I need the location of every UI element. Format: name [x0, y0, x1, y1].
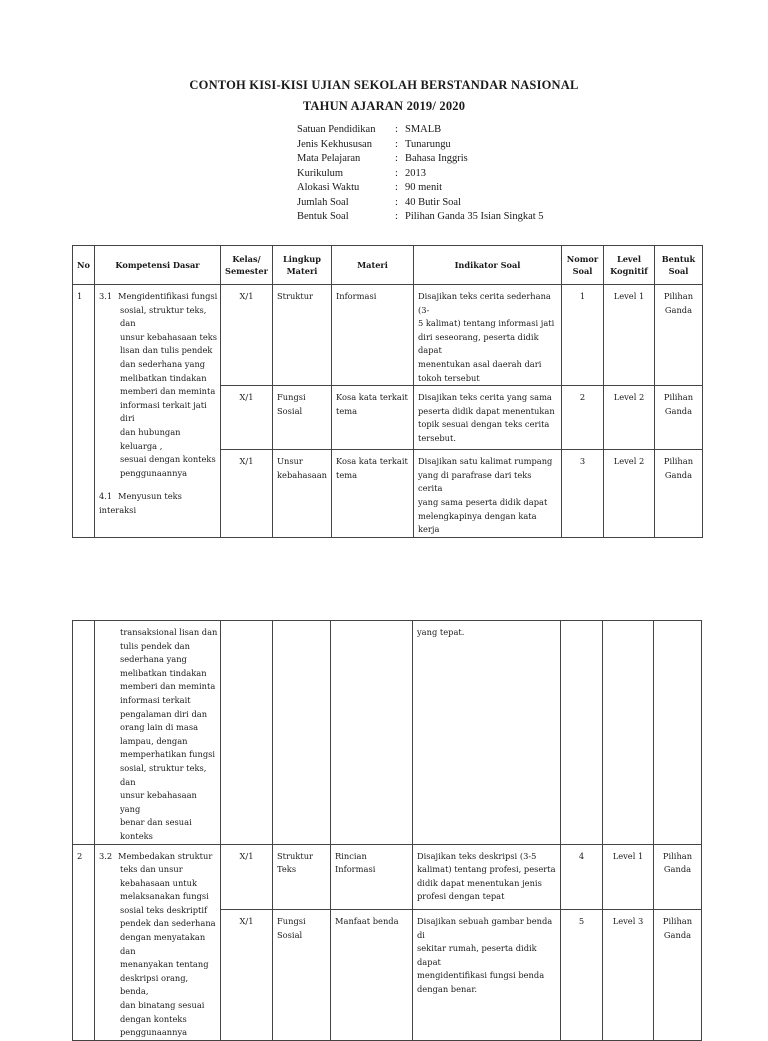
kd-line: memberi dan meminta	[120, 386, 216, 397]
header-line: Soal	[572, 266, 593, 276]
cell-bentuk	[654, 450, 702, 538]
cell-line: Disajikan teks cerita yang sama	[417, 392, 552, 403]
table-row	[73, 621, 702, 845]
cell-bentuk	[654, 621, 702, 845]
cell-line: Kosa kata terkait	[335, 392, 408, 403]
kd-line: melibatkan tindakan	[120, 372, 207, 383]
cell-lingkup	[273, 844, 331, 909]
cell-level: Level 1	[603, 285, 654, 386]
meta-label: Bentuk Soal	[297, 211, 349, 222]
cell-line: menentukan asal daerah dari	[417, 358, 542, 369]
table-row	[73, 285, 703, 386]
kd-line: dan hubungan keluarga ,	[120, 426, 181, 451]
cell-line: dengan benar.	[417, 983, 478, 994]
meta-value: Tunarungu	[405, 138, 451, 150]
cell-line: Ganda	[664, 304, 693, 315]
kd-number: 4.1	[99, 491, 113, 502]
cell-line: Unsur	[277, 456, 303, 467]
meta-value: Pilihan Ganda 35 Isian Singkat 5	[405, 211, 544, 222]
header-line: Soal	[668, 266, 689, 276]
meta-row	[297, 152, 544, 167]
cell-lingkup	[273, 621, 331, 845]
kd-line: transaksional lisan dan	[120, 627, 218, 637]
meta-value: 40 Butir Soal	[405, 196, 462, 208]
meta-row	[297, 138, 544, 153]
meta-row	[297, 123, 544, 138]
header-nomor	[561, 246, 603, 285]
kd-line: sederhana yang	[120, 654, 187, 665]
header-line: Semester	[225, 266, 268, 276]
meta-colon: :	[395, 138, 398, 150]
kd-line: dan binatang sesuai	[120, 1000, 205, 1011]
cell-line: Disajikan satu kalimat rumpang	[417, 456, 553, 467]
kd-line: unsur kebahasaan yang	[120, 790, 197, 814]
cell-line: 5 kalimat) tentang informasi jati	[417, 318, 555, 329]
kd-line: sosial, struktur teks, dan	[120, 304, 207, 329]
cell-nomor	[561, 621, 603, 845]
cell-indikator	[413, 285, 561, 386]
meta-row	[297, 181, 544, 196]
kd-line: melibatkan tindakan	[120, 667, 207, 678]
cell-line: Struktur	[277, 291, 313, 301]
cell-line: Informasi	[335, 864, 376, 875]
cell-line: Informasi	[335, 291, 377, 301]
document-title: CONTOH KISI-KISI UJIAN SEKOLAH BERSTANDAR NASIONAL	[189, 78, 579, 92]
cell-kelas: X/1	[221, 844, 273, 909]
cell-materi	[331, 909, 413, 1040]
meta-value: Bahasa Inggris	[405, 153, 468, 164]
meta-label: Satuan Pendidikan	[297, 124, 376, 135]
kd-text	[99, 850, 218, 1040]
cell-line: Pilihan	[662, 915, 693, 926]
kisi-kisi-table	[72, 245, 703, 538]
kd-line: menanyakan tentang	[120, 959, 209, 970]
cell-line: Struktur	[277, 850, 313, 861]
meta-label: Mata Pelajaran	[297, 153, 361, 164]
kd-line: sesuai dengan konteks	[120, 454, 216, 465]
kd-line: lisan dan tulis pendek	[120, 345, 213, 356]
cell-line: kalimat) tentang profesi, peserta	[417, 864, 556, 875]
cell-indikator	[413, 450, 561, 538]
header-no: No	[73, 246, 95, 285]
cell-line: Disajikan teks deskripsi (3-5	[417, 850, 537, 861]
cell-bentuk	[654, 285, 702, 386]
cell-line: sekitar rumah, peserta didik dapat	[417, 943, 537, 967]
kd-line	[99, 290, 218, 304]
cell-lingkup	[273, 450, 332, 538]
cell-line: tersebut.	[417, 432, 456, 443]
meta-info	[297, 123, 544, 225]
cell-line: Kosa kata terkait	[335, 456, 408, 467]
cell-bentuk	[654, 386, 702, 450]
cell-line: Disajikan sebuah gambar benda di	[417, 915, 553, 940]
cell-indikator	[413, 844, 561, 909]
header-line: Materi	[286, 266, 318, 276]
kd-line: kebahasaan untuk	[120, 877, 198, 888]
cell-line: Ganda	[664, 405, 693, 416]
cell-indikator	[413, 909, 561, 1040]
cell-line: topik sesuai dengan teks cerita	[417, 419, 550, 430]
cell-kompetensi-dasar	[95, 844, 221, 1040]
cell-line: Ganda	[663, 929, 692, 940]
kd-line: memperhatikan fungsi	[120, 749, 216, 760]
cell-line: Rincian	[335, 850, 367, 861]
kd-line: deskripsi orang, benda,	[120, 972, 189, 997]
cell-line: Ganda	[663, 864, 692, 875]
cell-materi	[331, 450, 413, 538]
header-indikator: Indikator Soal	[413, 246, 561, 285]
meta-value: 90 menit	[405, 182, 443, 193]
cell-line: Ganda	[664, 469, 693, 480]
cell-bentuk	[654, 844, 702, 909]
cell-indikator	[413, 621, 561, 845]
kisi-kisi-table-continued	[72, 620, 702, 1041]
kd-line: informasi terkait	[120, 694, 191, 705]
meta-row	[297, 210, 544, 225]
kd-text	[99, 626, 218, 844]
header-line: Level	[616, 254, 641, 264]
cell-level: Level 1	[603, 844, 654, 909]
cell-level: Level 2	[603, 450, 654, 538]
cell-line: profesi dengan tepat	[417, 891, 505, 902]
cell-line: Pilihan	[663, 456, 694, 467]
meta-colon: :	[395, 196, 398, 208]
header-kompetensi-dasar: Kompetensi Dasar	[95, 246, 221, 285]
meta-value: SMALB	[405, 124, 442, 135]
cell-no: 1	[73, 285, 95, 538]
cell-bentuk	[654, 909, 702, 1040]
kd-line-text: Mengidentifikasi fungsi	[118, 291, 218, 301]
cell-line: Sosial	[277, 929, 303, 940]
cell-line: Disajikan teks cerita sederhana (3-	[417, 291, 551, 315]
cell-materi	[331, 285, 413, 386]
header-lingkup	[273, 246, 332, 285]
header-materi: Materi	[331, 246, 413, 285]
kd-line: konteks	[120, 830, 153, 841]
cell-line: Fungsi	[277, 915, 306, 926]
cell-kompetensi-dasar	[95, 285, 221, 538]
kd-line: informasi terkait jati diri	[120, 399, 207, 424]
cell-line: tema	[335, 405, 358, 416]
meta-row	[297, 196, 544, 211]
cell-line: yang sama peserta didik dapat	[417, 496, 548, 507]
kd-line: dan sederhana yang	[120, 358, 206, 369]
cell-nomor: 3	[561, 450, 603, 538]
kd-line	[99, 490, 218, 517]
kd-line: penggunaannya	[120, 467, 188, 478]
header-kelas	[221, 246, 273, 285]
cell-kelas: X/1	[221, 450, 273, 538]
kd-text	[99, 290, 218, 518]
kd-line: benar dan sesuai	[120, 817, 192, 828]
cell-no: 2	[73, 844, 95, 1040]
cell-nomor: 5	[561, 909, 603, 1040]
cell-materi	[331, 621, 413, 845]
spacer	[120, 480, 218, 490]
header-bentuk	[654, 246, 702, 285]
kd-line: memberi dan meminta	[120, 681, 216, 692]
cell-line: melengkapinya dengan kata kerja	[417, 510, 537, 535]
cell-line: Pilihan	[663, 392, 694, 403]
kd-number: 3.2	[99, 850, 113, 861]
kd-line: dengan konteks	[120, 1013, 187, 1024]
cell-level: Level 3	[603, 909, 654, 1040]
cell-line: kebahasaan	[277, 469, 327, 480]
kd-line: melaksanakan fungsi	[120, 891, 209, 902]
header-row	[73, 246, 703, 285]
table-row	[73, 844, 702, 909]
kd-line: penggunaannya	[120, 1027, 188, 1038]
document-subtitle: TAHUN AJARAN 2019/ 2020	[302, 99, 466, 113]
cell-lingkup	[273, 386, 332, 450]
kd-line: sosial, struktur teks, dan	[120, 762, 207, 787]
cell-line: yang tepat.	[417, 627, 465, 637]
cell-line: Fungsi	[277, 392, 306, 403]
cell-line: peserta didik dapat menentukan	[417, 405, 555, 416]
meta-value: 2013	[405, 167, 426, 179]
kd-line: teks dan unsur	[120, 864, 183, 875]
cell-line: didik dapat menentukan jenis	[417, 877, 542, 888]
cell-line: Teks	[277, 864, 297, 875]
meta-label: Jenis Kekhususan	[297, 138, 372, 150]
cell-line: Pilihan	[663, 291, 694, 301]
cell-kelas: X/1	[221, 386, 273, 450]
cell-line: yang di parafrase dari teks cerita	[417, 469, 532, 494]
kd-line: pengalaman diri dan	[120, 708, 208, 719]
cell-nomor: 4	[561, 844, 603, 909]
meta-colon: :	[395, 182, 398, 193]
kd-line-text: Membedakan struktur	[118, 850, 213, 861]
cell-line: tema	[335, 469, 358, 480]
cell-line: mengidentifikasi fungsi benda	[417, 970, 545, 981]
cell-level	[603, 621, 654, 845]
cell-level: Level 2	[603, 386, 654, 450]
meta-label: Jumlah Soal	[297, 196, 349, 208]
cell-no	[73, 621, 95, 845]
header-line: Bentuk	[661, 254, 696, 264]
cell-line: tokoh tersebut	[417, 372, 480, 383]
meta-colon: :	[395, 211, 398, 222]
cell-kelas: X/1	[221, 285, 273, 386]
header-level	[603, 246, 654, 285]
kd-line: orang lain di masa	[120, 722, 199, 733]
kd-line: unsur kebahasaan teks	[120, 331, 218, 342]
kd-number: 3.1	[99, 291, 113, 301]
cell-kelas	[221, 621, 273, 845]
meta-colon: :	[395, 124, 398, 135]
header-line: Nomor	[566, 254, 599, 264]
header-line: Lingkup	[283, 254, 321, 264]
meta-label: Kurikulum	[297, 167, 344, 179]
cell-line: diri seseorang, peserta didik dapat	[417, 331, 539, 356]
header-line: Kognitif	[610, 266, 648, 276]
header-line: Kelas/	[232, 254, 261, 264]
cell-line: Manfaat benda	[335, 915, 399, 926]
cell-indikator	[413, 386, 561, 450]
kd-line: tulis pendek dan	[120, 640, 190, 651]
cell-materi	[331, 386, 413, 450]
meta-colon: :	[395, 153, 398, 164]
kd-line-text: Menyusun teks interaksi	[99, 491, 182, 515]
kd-line: dengan menyatakan dan	[120, 932, 206, 956]
cell-line: Pilihan	[662, 850, 693, 861]
cell-nomor: 1	[561, 285, 603, 386]
cell-kompetensi-dasar	[95, 621, 221, 845]
kd-line	[99, 850, 218, 864]
meta-row	[297, 167, 544, 182]
cell-line: Sosial	[277, 405, 303, 416]
cell-materi	[331, 844, 413, 909]
kd-line: lampau, dengan	[120, 735, 188, 746]
meta-colon: :	[395, 167, 398, 179]
cell-lingkup	[273, 909, 331, 1040]
cell-lingkup	[273, 285, 332, 386]
cell-nomor: 2	[561, 386, 603, 450]
kd-line: sosial teks deskriptif	[120, 904, 208, 915]
kd-line: pendek dan sederhana	[120, 918, 216, 929]
meta-label: Alokasi Waktu	[297, 182, 360, 193]
cell-kelas: X/1	[221, 909, 273, 1040]
